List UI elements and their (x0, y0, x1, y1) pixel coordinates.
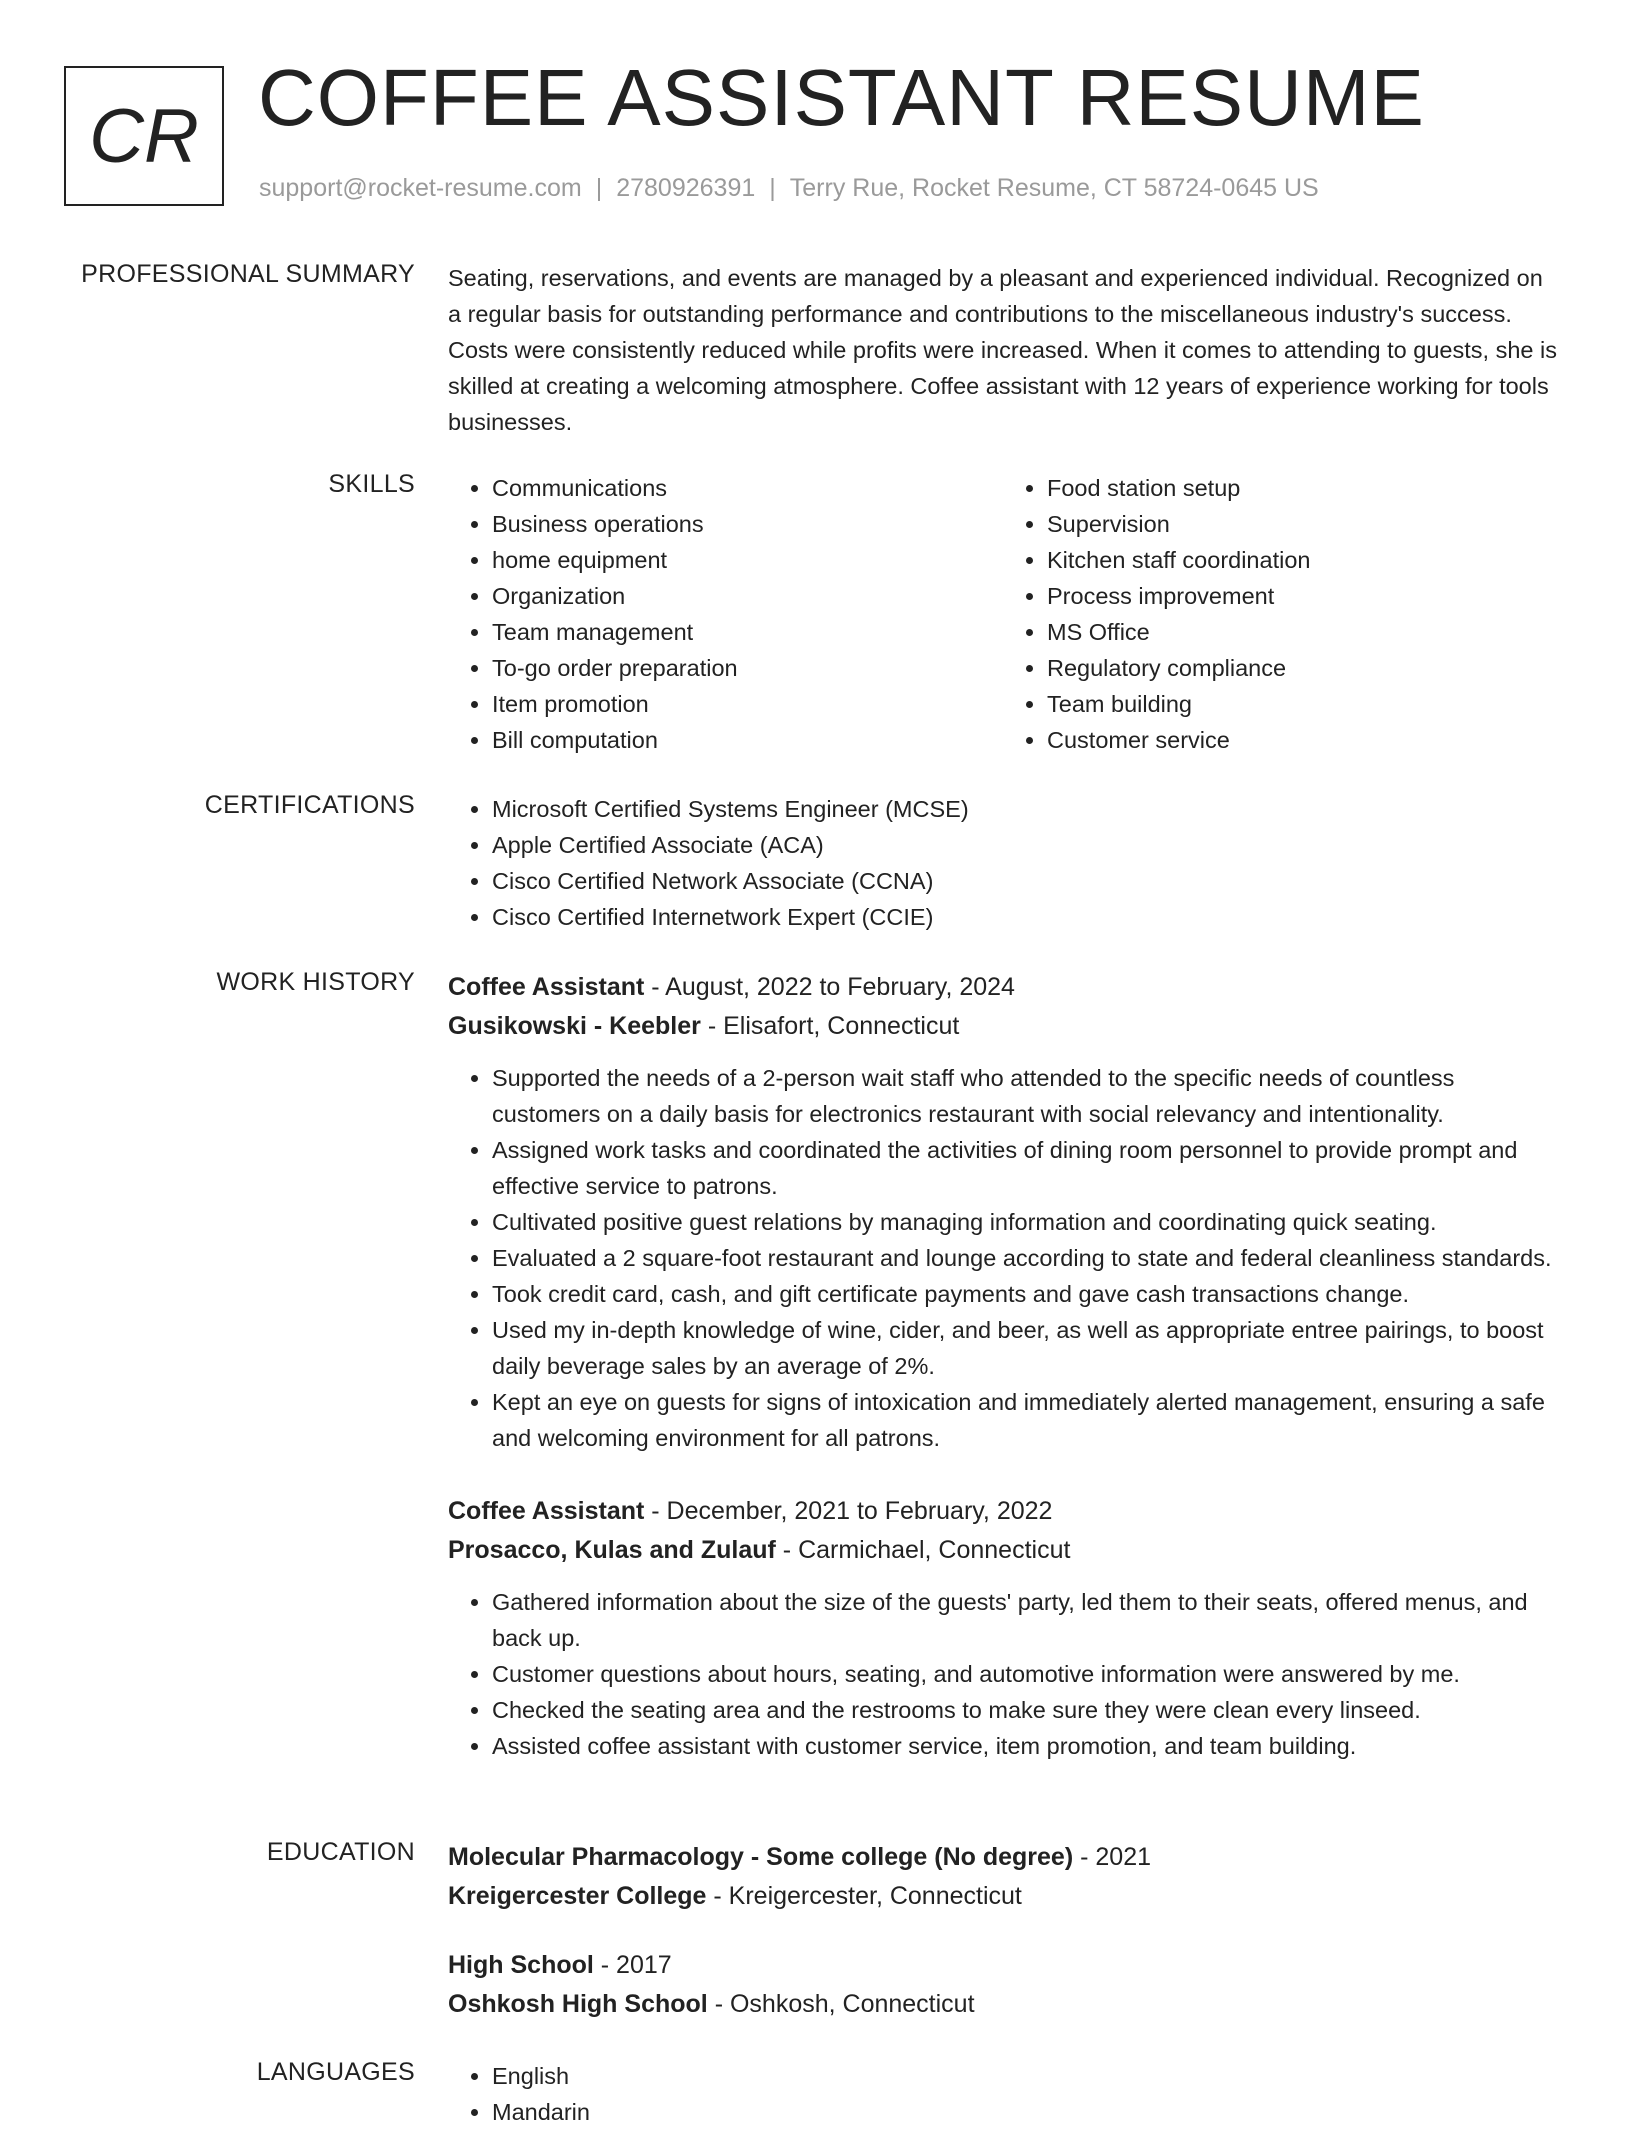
job-company: Gusikowski - Keebler (448, 1012, 701, 1040)
contact-address: Terry Rue, Rocket Resume, CT 58724-0645 US (789, 174, 1319, 202)
education-school: Oshkosh High School (448, 1990, 708, 2018)
education-body (448, 1838, 1558, 2024)
education-location: - Oshkosh, Connecticut (707, 1990, 975, 2018)
list-item: • Checked the seating area and the restrooms to make sure they were clean every linseed. (492, 1692, 1558, 1728)
list-item: • Communications (492, 470, 1003, 506)
section-label: LANGUAGES (256, 2058, 415, 2086)
languages-list (448, 2058, 1558, 2130)
education-degree-line (448, 1838, 1558, 1877)
education-year: - 2017 (593, 1951, 672, 1979)
contact-separator: | (769, 174, 776, 202)
education-entry (448, 1946, 1558, 2024)
list-item: • Used my in-depth knowledge of wine, cider, and beer, as well as appropriate entree pairings, to boost daily beverage sales by an average of 2%. (492, 1312, 1558, 1384)
resume-title: COFFEE ASSISTANT RESUME (258, 53, 1425, 142)
education-year: - 2021 (1073, 1843, 1152, 1871)
list-item: • Evaluated a 2 square-foot restaurant and lounge according to state and federal cleanliness standards. (492, 1240, 1558, 1276)
education-location: - Kreigercester, Connecticut (706, 1882, 1022, 1910)
list-item: • Cisco Certified Internetwork Expert (CCIE) (492, 899, 1558, 935)
education-degree: Molecular Pharmacology - Some college (No degree) (448, 1843, 1074, 1871)
list-item: • Supported the needs of a 2-person wait staff who attended to the specific needs of countless customers on a daily basis for electronics restaurant with social relevancy and intentionality. (492, 1060, 1558, 1132)
list-item: • Team management (492, 614, 1003, 650)
section-label: CERTIFICATIONS (204, 791, 415, 819)
education-school-line (448, 1985, 1558, 2024)
job-bullets (448, 1584, 1558, 1764)
job-title-line (448, 1492, 1558, 1531)
monogram-logo: CR (64, 66, 224, 206)
list-item: • home equipment (492, 542, 1003, 578)
list-item: • Microsoft Certified Systems Engineer (MCSE) (492, 791, 1558, 827)
education-degree-line (448, 1946, 1558, 1985)
list-item: • Food station setup (1047, 470, 1558, 506)
contact-phone[interactable]: 2780926391 (616, 174, 756, 202)
education-school: Kreigercester College (448, 1882, 707, 1910)
list-item: • Team building (1047, 686, 1558, 722)
job-dates: - August, 2022 to February, 2024 (644, 973, 1015, 1001)
job-company: Prosacco, Kulas and Zulauf (448, 1536, 776, 1564)
contact-email[interactable]: support@rocket-resume.com (259, 174, 582, 202)
list-item: • To-go order preparation (492, 650, 1003, 686)
education-degree: High School (448, 1951, 594, 1979)
certifications-body (448, 791, 1558, 935)
job-title: Coffee Assistant (448, 973, 645, 1001)
job-entry (448, 1492, 1558, 1764)
job-bullets (448, 1060, 1558, 1456)
list-item: • Business operations (492, 506, 1003, 542)
list-item: • Apple Certified Associate (ACA) (492, 827, 1558, 863)
job-title: Coffee Assistant (448, 1497, 645, 1525)
job-entry (448, 968, 1558, 1456)
list-item: • Assisted coffee assistant with customer service, item promotion, and team building. (492, 1728, 1558, 1764)
list-item: • Regulatory compliance (1047, 650, 1558, 686)
list-item: • English (492, 2058, 1558, 2094)
education-school-line (448, 1877, 1558, 1916)
list-item: • Cultivated positive guest relations by managing information and coordinating quick seating. (492, 1204, 1558, 1240)
list-item: • Customer questions about hours, seating, and automotive information were answered by me. (492, 1656, 1558, 1692)
contact-line (259, 174, 1319, 203)
section-label: SKILLS (328, 470, 415, 498)
list-item: • MS Office (1047, 614, 1558, 650)
list-item: • Mandarin (492, 2094, 1558, 2130)
list-item: • Process improvement (1047, 578, 1558, 614)
list-item: • Kept an eye on guests for signs of intoxication and immediately alerted management, ensuring a safe and welcoming environment for all patrons. (492, 1384, 1558, 1456)
list-item: • Customer service (1047, 722, 1558, 758)
education-entry (448, 1838, 1558, 1916)
list-item: • Cisco Certified Network Associate (CCNA) (492, 863, 1558, 899)
job-title-line (448, 968, 1558, 1007)
skills-list-left (448, 470, 1003, 758)
job-location: - Elisafort, Connecticut (700, 1012, 960, 1040)
list-item: • Supervision (1047, 506, 1558, 542)
summary-text: Seating, reservations, and events are managed by a pleasant and experienced individual. Recognized on a regular basis for outstanding performance and contributions to the miscellaneous industry's success. Costs were consistently reduced while profits were increased. When it comes to attending to guests, she is skilled at creating a welcoming atmosphere. Coffee assistant with 12 years of experience working for tools businesses. (448, 265, 1557, 435)
section-label: PROFESSIONAL SUMMARY (81, 260, 415, 288)
list-item: • Organization (492, 578, 1003, 614)
contact-separator: | (595, 174, 603, 202)
certifications-list (448, 791, 1558, 935)
list-item: • Gathered information about the size of the guests' party, led them to their seats, offered menus, and back up. (492, 1584, 1558, 1656)
list-item: • Kitchen staff coordination (1047, 542, 1558, 578)
section-label: EDUCATION (266, 1838, 415, 1866)
list-item: • Bill computation (492, 722, 1003, 758)
skills-columns (448, 470, 1558, 758)
list-item: • Took credit card, cash, and gift certificate payments and gave cash transactions change. (492, 1276, 1558, 1312)
languages-body (448, 2058, 1558, 2130)
job-company-line (448, 1007, 1558, 1046)
job-company-line (448, 1531, 1558, 1570)
job-dates: - December, 2021 to February, 2022 (644, 1497, 1053, 1525)
skills-list-right (1003, 470, 1558, 758)
work-history-body (448, 968, 1558, 1764)
job-location: - Carmichael, Connecticut (775, 1536, 1071, 1564)
section-label: WORK HISTORY (216, 968, 415, 996)
list-item: • Item promotion (492, 686, 1003, 722)
list-item: • Assigned work tasks and coordinated the activities of dining room personnel to provide prompt and effective service to patrons. (492, 1132, 1558, 1204)
